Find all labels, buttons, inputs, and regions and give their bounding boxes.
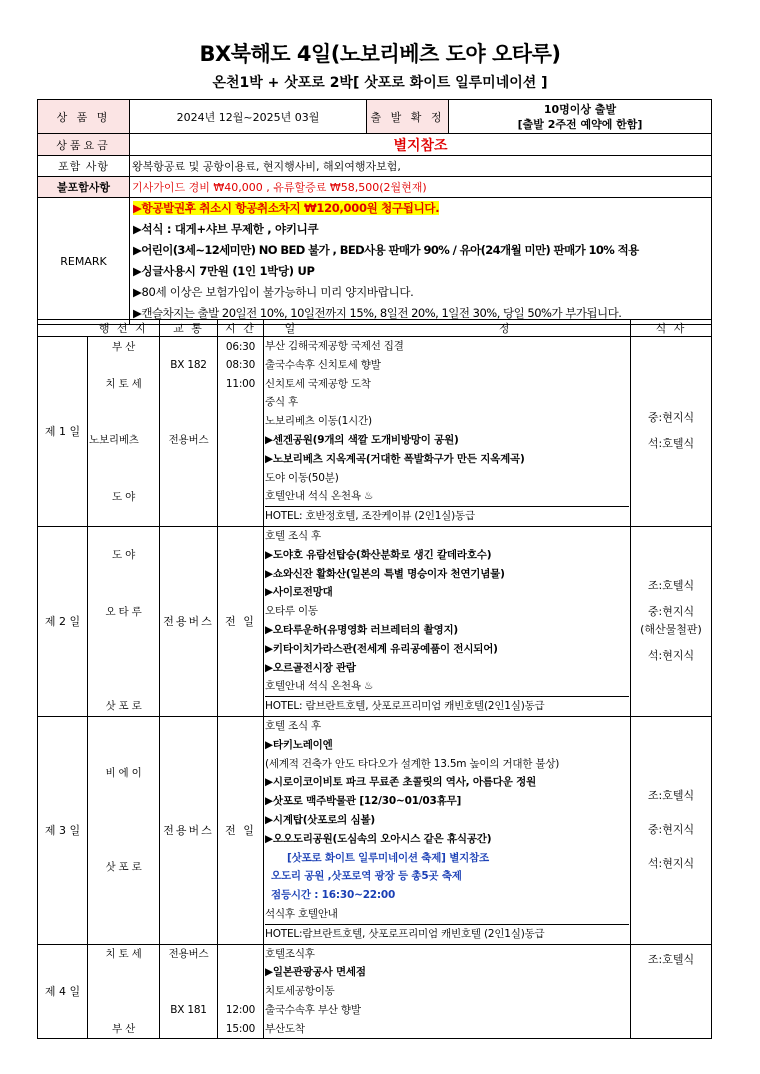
day-meals: 중:현지식 석:호텔식	[631, 337, 712, 527]
day-label: 제 3 일	[38, 716, 88, 944]
included-value: 왕복항공료 및 공항이용료, 현지행사비, 해외여행자보험,	[130, 156, 712, 177]
header-transport: 교 통	[160, 320, 218, 337]
day-transport: 전용버스 BX 181	[160, 944, 218, 1039]
day-label: 제 2 일	[38, 526, 88, 716]
day-times: 06:30 08:30 11:00	[218, 337, 264, 527]
header-meal: 식 사	[631, 320, 712, 337]
schedule-table	[37, 319, 712, 1039]
remark-item: ▶80세 이상은 보험가입이 불가능하니 미리 양지바랍니다.	[133, 285, 414, 299]
info-table	[37, 99, 712, 325]
product-label: 상 품 명	[38, 100, 130, 134]
price-label: 상품요금	[38, 134, 130, 156]
remark-list	[130, 198, 712, 325]
page-title: BX북해도 4일(노보리베츠 도야 오타루)	[199, 42, 561, 66]
header-itinerary: 일 정	[264, 320, 631, 337]
day-times: 전 일	[218, 716, 264, 944]
day-meals: 조:호텔식 중:현지식 (해산물철판) 석:현지식	[631, 526, 712, 716]
day-itinerary: 부산 김해국제공항 국제선 집결 출국수속후 신치토세 향발 신치토세 국제공항 도착 중식 후 노보리베츠 이동(1시간) ▶센겐공원(9개의 색깔 도개비방망이 공원) ▶노보리베츠 지옥계곡(거대한 폭발화구가 만든 지옥계곡) 도야 이동(50분) 호텔안내 석식 온천욕 ♨ HOTEL: 호반정호텔, 조잔케이뷰 (2인1실)동급	[264, 337, 631, 527]
day-times: 전 일	[218, 526, 264, 716]
page-subtitle: 온천1박 + 삿포로 2박[ 삿포로 화이트 일루미네이션 ]	[212, 75, 548, 91]
day-itinerary: 호텔 조식 후 ▶타키노레이엔 (세계적 건축가 안도 타다오가 설계한 13.5m 높이의 거대한 불상) ▶시로이코이비토 파크 무료존 초콜릿의 역사, 아름다운 정원 ▶삿포로 맥주박물관 [12/30~01/03휴무] ▶시계탑(삿포로의 심볼) ▶오오도리공원(도심속의 오아시스 같은 휴식공간) [삿포로 화이트 일루미네이션 축제] 별지참조 오도리 공원 ,삿포로역 광장 등 총5곳 축제 점등시간 : 16:30~22:00 석식후 호텔안내 HOTEL:람브란트호텔, 삿포로프리미엄 캐빈호텔 (2인1실)동급	[264, 716, 631, 944]
day-transport: 전용버스	[160, 716, 218, 944]
header-time: 시 간	[218, 320, 264, 337]
excluded-label: 불포함사항	[38, 177, 130, 198]
day-times: 12:00 15:00	[218, 944, 264, 1039]
header-destination: 행 선 지	[88, 320, 160, 337]
included-label: 포함 사항	[38, 156, 130, 177]
price-value: 별지참조	[130, 134, 712, 156]
excluded-value: 기사가이드 경비 ₩40,000 , 유류할증료 ₩58,500(2월현재)	[130, 177, 712, 198]
day-label: 제 4 일	[38, 944, 88, 1039]
day-meals: 조:호텔식 중:현지식 석:현지식	[631, 716, 712, 944]
remark-item: ▶항공발권후 취소시 항공취소차지 ₩120,000원 청구됩니다.	[133, 201, 440, 215]
remark-item: ▶싱글사용시 7만원 (1인 1박당) UP	[133, 264, 315, 278]
product-period: 2024년 12월~2025년 03월	[130, 100, 367, 134]
remark-item: ▶캔슬차지는 출발 20일전 10%, 10일전까지 15%, 8일전 20%, 1일전 30%, 당일 50%가 부가됩니다.	[133, 306, 622, 320]
departure-condition: 10명이상 출발 [출발 2주전 예약에 한함]	[449, 100, 712, 134]
remark-item: ▶석식 : 대게+샤브 무제한 , 야키니쿠	[133, 222, 319, 236]
day-transport: 전용버스	[160, 526, 218, 716]
day-destinations: 비 에 이 삿 포 로	[88, 716, 160, 944]
day-transport: BX 182 전용버스	[160, 337, 218, 527]
departure-label: 출 발 확 정	[367, 100, 449, 134]
day-meals: 조:호텔식	[631, 944, 712, 1039]
remark-item: ▶어린이(3세~12세미만) NO BED 불가 , BED사용 판매가 90% / 유아(24개월 미만) 판매가 10% 적용	[133, 243, 639, 257]
day-itinerary: 호텔 조식 후 ▶도야호 유람선탑승(화산분화로 생긴 칼데라호수) ▶쇼와신잔 활화산(일본의 특별 명승이자 천연기념물) ▶사이로전망대 오타루 이동 ▶오타루운하(유명영화 러브레터의 촬영지) ▶키타이치가라스관(전세계 유리공예품이 전시되어) ▶오르골전시장 관람 호텔안내 석식 온천욕 ♨ HOTEL: 람브란트호텔, 삿포로프리미엄 캐빈호텔(2인1실)동급	[264, 526, 631, 716]
remark-label: REMARK	[38, 198, 130, 325]
day-label: 제 1 일	[38, 337, 88, 527]
day-destinations: 부 산 치 토 세 노보리베츠 도 야	[88, 337, 160, 527]
day-itinerary: 호텔조식후 ▶일본관광공사 면세점 치토세공항이동 출국수속후 부산 향발 부산도착	[264, 944, 631, 1039]
day-destinations: 도 야 오 타 루 삿 포 로	[88, 526, 160, 716]
day-destinations: 치 토 세 부 산	[88, 944, 160, 1039]
